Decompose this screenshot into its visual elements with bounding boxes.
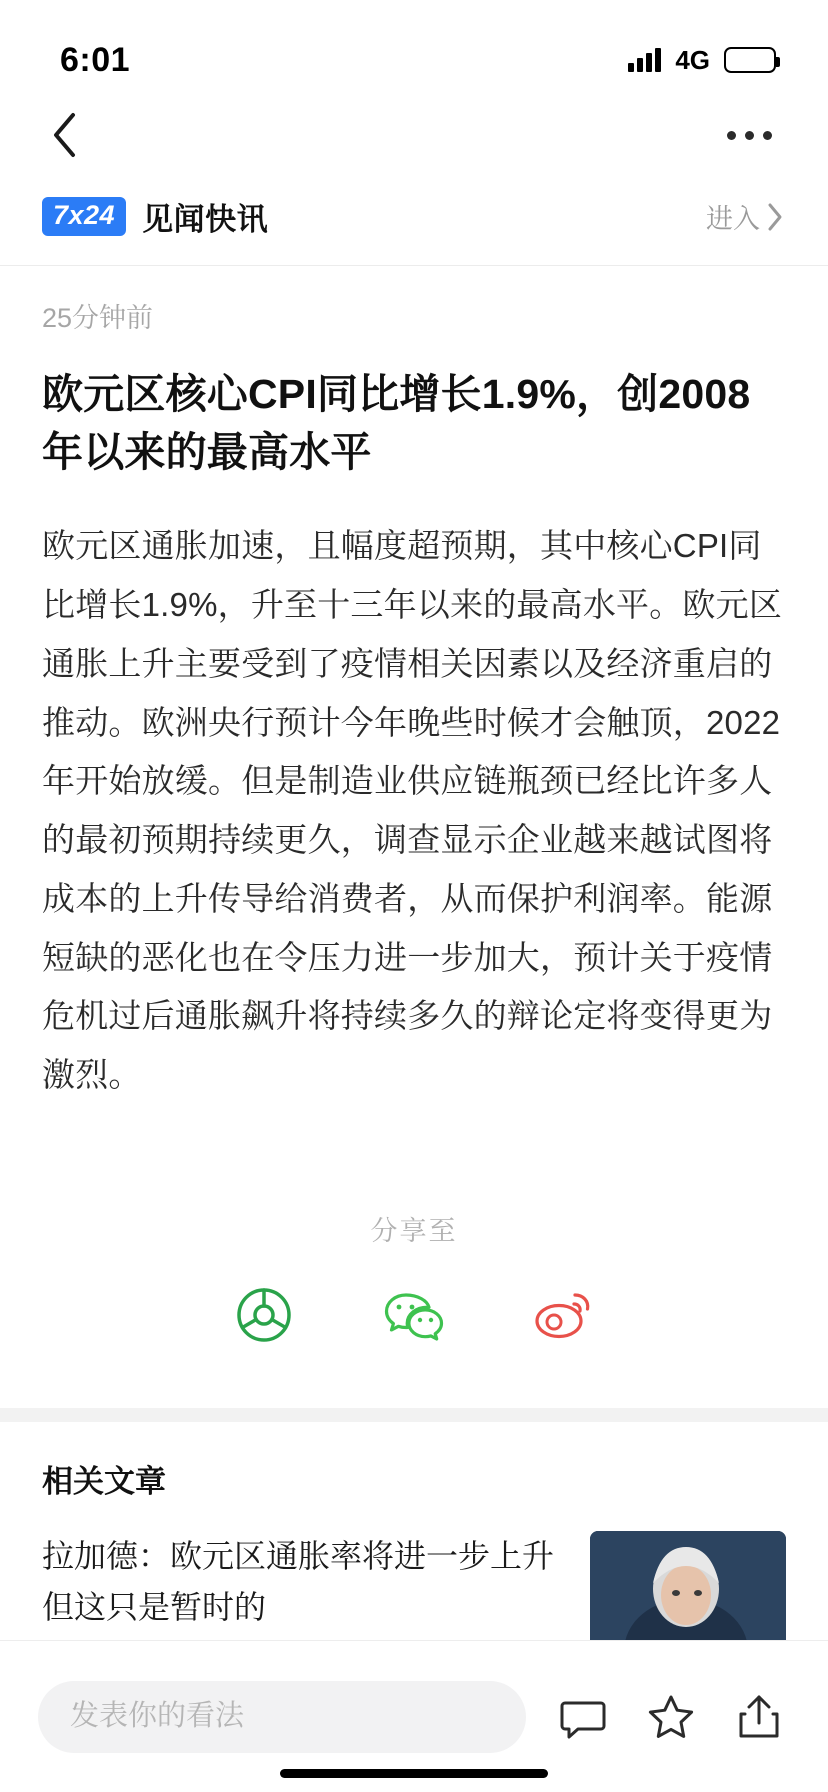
source-header[interactable] xyxy=(0,178,828,265)
enter-source-button[interactable] xyxy=(706,197,784,236)
status-bar-indicators xyxy=(628,45,776,76)
page-title: 欧元区核心CPI同比增长1.9%，创2008年以来的最高水平 xyxy=(42,371,751,476)
share-block xyxy=(42,1209,786,1348)
navigation-bar xyxy=(0,92,828,178)
star-icon[interactable] xyxy=(640,1686,702,1748)
weibo-share-icon[interactable] xyxy=(531,1282,597,1348)
share-icon[interactable] xyxy=(728,1686,790,1748)
share-icons-row xyxy=(42,1282,786,1348)
comment-input[interactable] xyxy=(38,1681,526,1753)
chevron-right-icon xyxy=(766,202,784,232)
source-badge: 7x24 xyxy=(42,197,126,236)
share-label: 分享至 xyxy=(370,1215,458,1246)
related-articles-title: 相关文章 xyxy=(42,1463,166,1499)
source-name-label: 见闻快讯 xyxy=(142,202,269,237)
status-bar xyxy=(0,0,828,92)
status-bar-time: 6:01 xyxy=(60,40,131,79)
home-indicator xyxy=(280,1769,548,1778)
signal-bars-icon xyxy=(628,48,661,72)
douban-share-icon[interactable] xyxy=(231,1282,297,1348)
article-body: 欧元区通胀加速，且幅度超预期，其中核心CPI同比增长1.9%，升至十三年以来的最高水平。欧元区通胀上升主要受到了疫情相关因素以及经济重启的推动。欧洲央行预计今年晚些时候才会触顶，2022年开始放缓。但是制造业供应链瓶颈已经比许多人的最初预期持续更久，调查显示企业越来越试图将成本的上升传导给消费者，从而保护利润率。能源短缺的恶化也在令压力进一步加大，预计关于疫情危机过后通胀飙升将持续多久的辩论定将变得更为激烈。 xyxy=(42,527,783,1094)
battery-full-icon xyxy=(724,47,776,73)
comment-icon[interactable] xyxy=(552,1686,614,1748)
back-chevron-icon[interactable] xyxy=(42,113,86,157)
article-container xyxy=(0,296,828,1348)
network-type-label: 4G xyxy=(675,44,710,75)
article-timestamp: 25分钟前 xyxy=(42,303,154,333)
more-dots-icon[interactable] xyxy=(717,121,782,150)
enter-source-label: 进入 xyxy=(706,204,760,234)
related-article-title: 拉加德：欧元区通胀率将进一步上升 但这只是暂时的 xyxy=(42,1537,555,1625)
wechat-share-icon[interactable] xyxy=(381,1282,447,1348)
section-separator xyxy=(0,1408,828,1422)
header-divider xyxy=(0,265,828,266)
related-articles-section xyxy=(0,1422,828,1659)
